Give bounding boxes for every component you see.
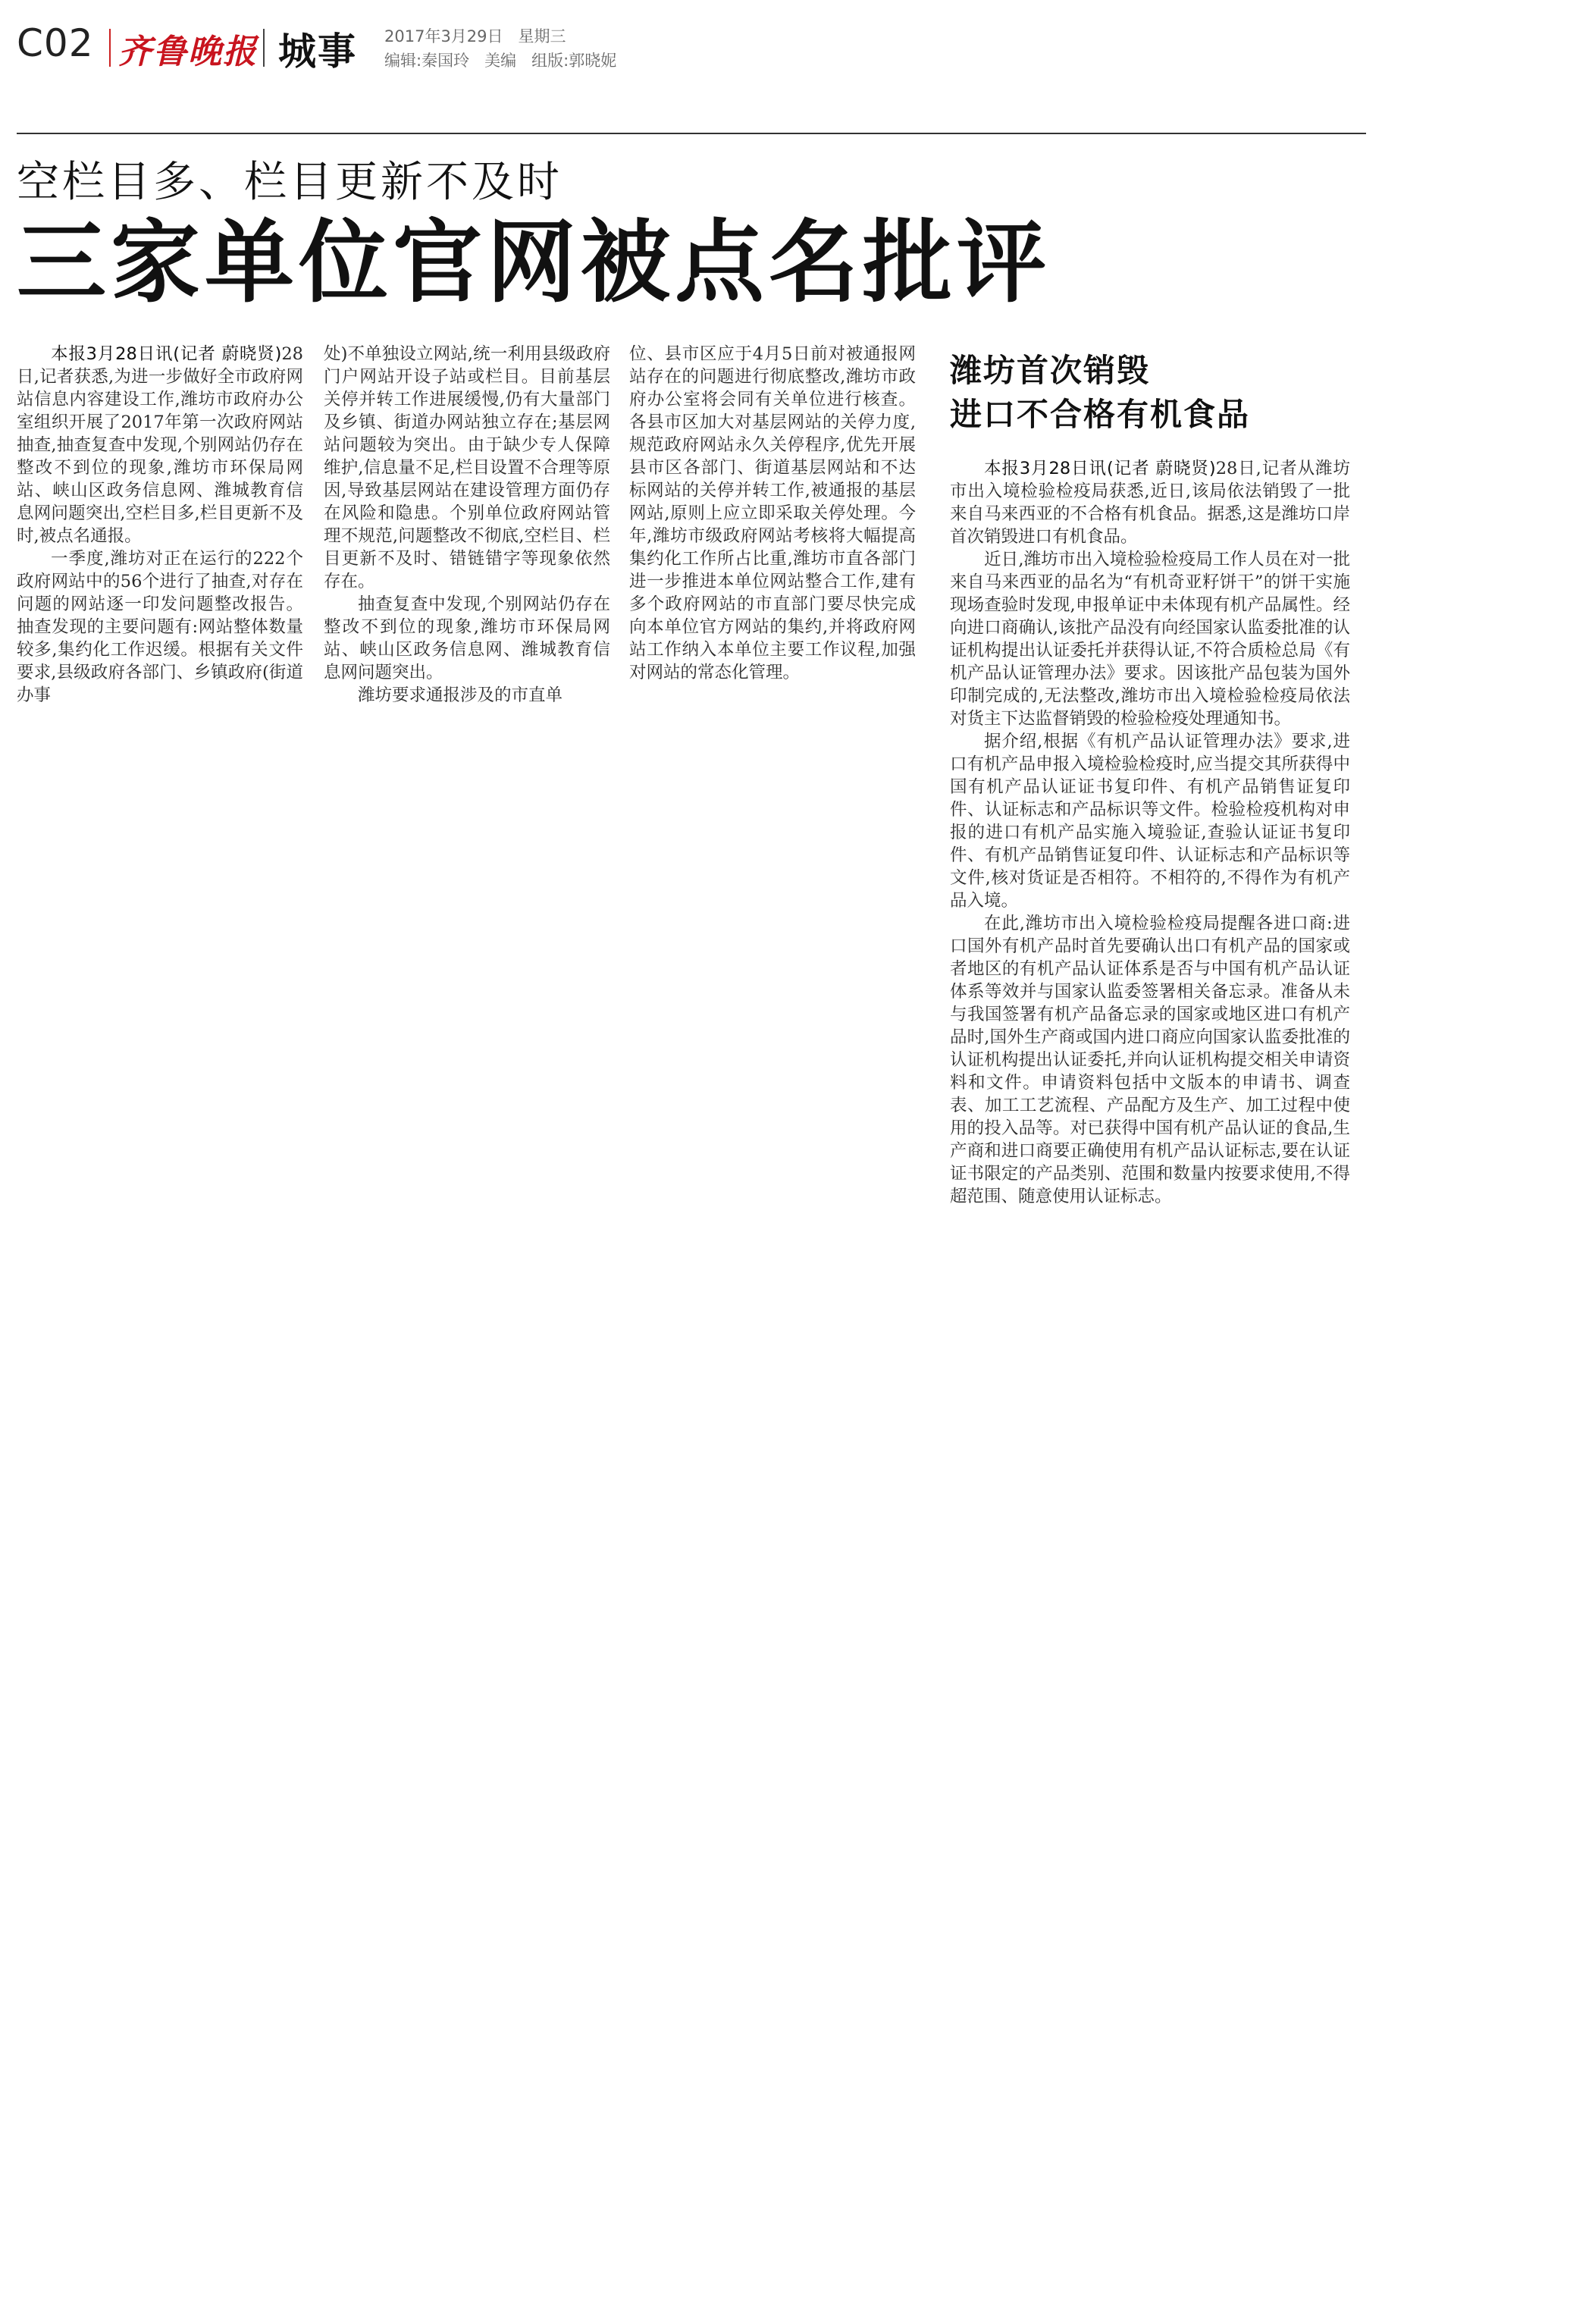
article-kicker: 空栏目多、栏目更新不及时 xyxy=(17,158,563,207)
article-paragraph: 一季度,潍坊对正在运行的222个政府网站中的56个进行了抽查,对存在问题的网站逐一印发问题整改报告。抽查发现的主要问题有:网站整体数量较多,集约化工作迟缓。根据有关文件要求,县级政府各部门、乡镇政府(街道办事 xyxy=(17,549,303,705)
masthead-divider xyxy=(109,29,111,67)
article-column-3 xyxy=(629,343,916,684)
sidebar-headline-line-1: 潍坊首次销毁 xyxy=(950,352,1151,389)
sidebar-paragraph: 近日,潍坊市出入境检验检疫局工作人员在对一批来自马来西亚的品名为“有机奇亚籽饼干”的饼干实施现场查验时发现,申报单证中未体现有机产品属性。经向进口商确认,该批产品没有向经国家认监委批准的认证机构提出认证委托并获得认证,不符合质检总局《有机产品认证管理办法》要求。因该批产品包装为国外印制完成的,无法整改,潍坊市出入境检验检疫局依法对货主下达监督销毁的检验检疫处理通知书。 xyxy=(950,550,1350,729)
article-paragraph: 位、县市区应于4月5日前对被通报网站存在的问题进行彻底整改,潍坊市政府办公室将会同有关单位进行核查。各县市区加大对基层网站的关停力度,规范政府网站永久关停程序,优先开展县市区各部门、街道基层网站和不达标网站的关停并转工作,被通报的基层网站,原则上应立即采取关停处理。今年,潍坊市级政府网站考核将大幅提高集约化工作所占比重,潍坊市直各部门进一步推进本单位网站整合工作,建有多个政府网站的市直部门要尽快完成向本单位官方网站的集约,并将政府网站工作纳入本单位主要工作议程,加强对网站的常态化管理。 xyxy=(629,344,916,682)
sidebar-headline-line-2: 进口不合格有机食品 xyxy=(950,396,1251,433)
sidebar-paragraph: 本报3月28日讯(记者 蔚晓贤)28日,记者从潍坊市出入境检验检疫局获悉,近日,该局依法销毁了一批来自马来西亚的不合格有机食品。据悉,这是潍坊口岸首次销毁进口有机食品。 xyxy=(950,459,1350,547)
header-rule xyxy=(17,133,1366,134)
sidebar-paragraph: 据介绍,根据《有机产品认证管理办法》要求,进口有机产品申报入境检验检疫时,应当提交其所获得中国有机产品认证证书复印件、有机产品销售证复印件、认证标志和产品标识等文件。检验检疫机构对申报的进口有机产品实施入境验证,查验认证证书复印件、有机产品销售证复印件、认证标志和产品标识等文件,核对货证是否相符。不相符的,不得作为有机产品入境。 xyxy=(950,732,1350,911)
article-paragraph: 潍坊要求通报涉及的市直单 xyxy=(358,685,563,705)
article-column-1 xyxy=(17,343,303,707)
sidebar-paragraph: 在此,潍坊市出入境检验检疫局提醒各进口商:进口国外有机产品时首先要确认出口有机产品的国家或者地区的有机产品认证体系是否与中国有机产品认证体系等效并与国家认监委签署相关备忘录。准备从未与我国签署有机产品备忘录的国家或地区进口有机产品时,国外生产商或国内进口商应向国家认监委批准的认证机构提出认证委托,并向认证机构提交相关申请资料和文件。申请资料包括中文版本的申请书、调查表、加工工艺流程、产品配方及生产、加工过程中使用的投入品等。对已获得中国有机产品认证的食品,生产商和进口商要正确使用有机产品认证标志,要在认证证书限定的产品类别、范围和数量内按要求使用,不得超范围、随意使用认证标志。 xyxy=(950,914,1350,1206)
section-name: 城事 xyxy=(278,30,357,74)
article-paragraph: 抽查复查中发现,个别网站仍存在整改不到位的现象,潍坊市环保局网站、峡山区政务信息网、潍城教育信息网问题突出。 xyxy=(324,594,610,682)
article-paragraph: 处)不单独设立网站,统一利用县级政府门户网站开设子站或栏目。目前基层关停并转工作进展缓慢,仍有大量部门及乡镇、街道办网站独立存在;基层网站问题较为突出。由于缺少专人保障维护,信息量不足,栏目设置不合理等原因,导致基层网站在建设管理方面仍存在风险和隐患。个别单位政府网站管理不规范,问题整改不彻底,空栏目、栏目更新不及时、错链错字等现象依然存在。 xyxy=(324,344,610,591)
article-headline: 三家单位官网被点名批评 xyxy=(17,210,1051,315)
masthead xyxy=(17,18,1396,74)
sidebar-body xyxy=(950,457,1350,1208)
editors-line: 编辑:秦国玲 美编 组版:郭晓妮 xyxy=(384,52,617,70)
masthead-divider xyxy=(263,29,265,67)
newspaper-logo: 齐鲁晚报 xyxy=(118,33,258,71)
article-column-2 xyxy=(324,343,610,707)
date-line: 2017年3月29日 星期三 xyxy=(384,27,566,45)
article-byline: 本报3月28日讯(记者 蔚晓贤) xyxy=(51,344,282,364)
sidebar-byline: 本报3月28日讯(记者 蔚晓贤) xyxy=(984,459,1216,478)
article-paragraph: 本报3月28日讯(记者 蔚晓贤)28日,记者获悉,为进一步做好全市政府网站信息内容建设工作,潍坊市政府办公室组织开展了2017年第一次政府网站抽查,抽查复查中发现,个别网站仍存在整改不到位的现象,潍坊市环保局网站、峡山区政务信息网、潍城教育信息网问题突出,空栏目多,栏目更新不及时,被点名通报。 xyxy=(17,344,303,546)
sidebar-headline xyxy=(950,349,1374,437)
page-number: C02 xyxy=(17,21,94,65)
